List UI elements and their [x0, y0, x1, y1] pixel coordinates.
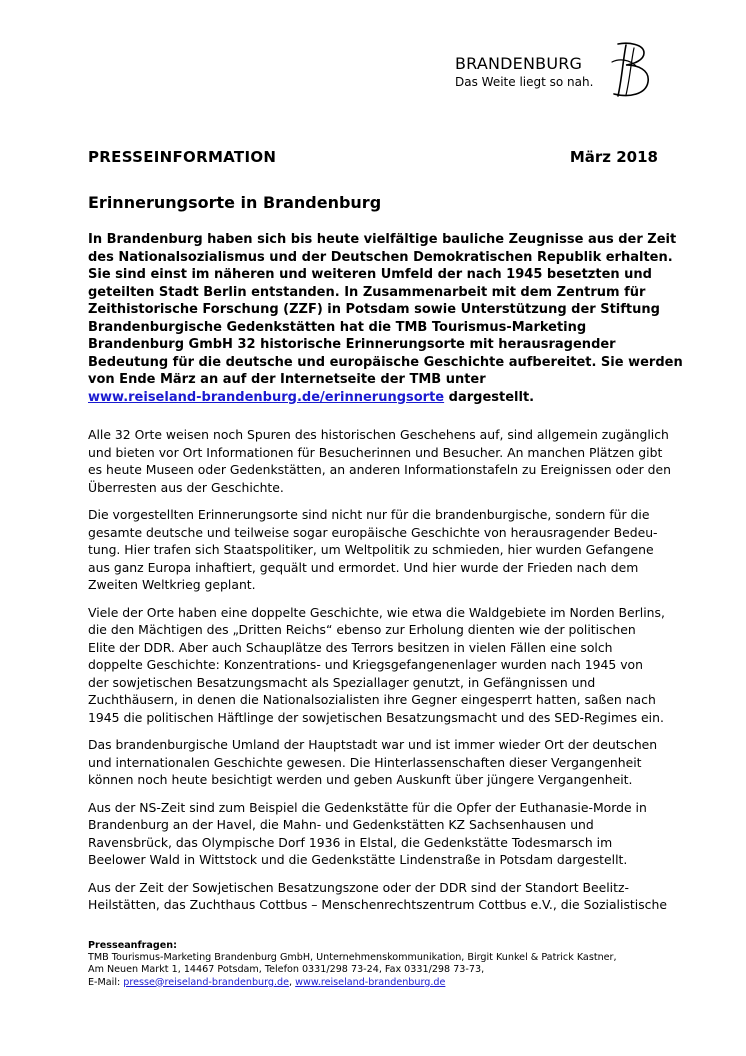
press-information-label: PRESSEINFORMATION: [88, 148, 277, 166]
website-link[interactable]: www.reiseland-brandenburg.de: [295, 976, 446, 988]
text-line: Heilstätten, das Zuchthaus Cottbus – Menschenrechtszentrum Cottbus e.V., die Sozialistische: [88, 897, 667, 912]
lead-line: Bedeutung für die deutsche und europäische Geschichte aufbereitet. Sie werden: [88, 354, 683, 370]
lead-line: In Brandenburg haben sich bis heute vielfältige bauliche Zeugnisse aus der Zeit: [88, 232, 677, 247]
lead-line: von Ende März an auf der Internetseite der TMB unter: [88, 372, 486, 387]
footer-label: Presseanfragen:: [88, 940, 177, 951]
text-line: Die vorgestellten Erinnerungsorte sind nicht nur für die brandenburgische, sondern für die: [88, 507, 650, 522]
text-line: Elite der DDR. Aber auch Schauplätze des Terrors besitzen in vielen Fällen eine solch: [88, 639, 613, 655]
text-line: tung. Hier trafen sich Staatspolitiker, um Weltpolitik zu schmieden, hier wurden Gefangene: [88, 542, 654, 557]
footer-address-line: Am Neuen Markt 1, 14467 Potsdam, Telefon 0331/298 73-24, Fax 0331/298 73-73,: [88, 964, 485, 976]
logo-tagline: Das Weite liegt so nah.: [455, 75, 594, 89]
text-line: Viele der Orte haben eine doppelte Geschichte, wie etwa die Waldgebiete im Norden Berlins,: [88, 604, 665, 620]
page-title: Erinnerungsorte in Brandenburg: [88, 193, 382, 212]
footer-separator: ,: [289, 976, 296, 988]
lead-line: Sie sind einst im näheren und weiteren Umfeld der nach 1945 besetzten und: [88, 267, 652, 282]
footer-company-line: TMB Tourismus-Marketing Brandenburg GmbH, Unternehmenskommunikation, Birgit Kunkel & Patrick Kastner,: [88, 952, 617, 964]
brandenburg-logo: [455, 40, 665, 105]
lead-paragraph: [88, 231, 683, 406]
text-line: Alle 32 Orte weisen noch Spuren des historischen Geschehens auf, sind allgemein zugänglich: [88, 427, 669, 442]
body-text: [88, 426, 678, 924]
text-line: und bieten vor Ort Informationen für Besucherinnen und Besucher. An manchen Plätzen gibt: [88, 444, 663, 460]
lead-line: des Nationalsozialismus und der Deutschen Demokratischen Republik erhalten.: [88, 249, 673, 265]
text-line: und internationalen Geschichte gewesen. Die Hinterlassenschaften dieser Vergangenheit: [88, 754, 642, 770]
brandenburg-b-logo-icon: [608, 40, 654, 100]
text-line: der sowjetischen Besatzungsmacht als Speziallager genutzt, in Gefängnissen und: [88, 674, 596, 690]
text-line: 1945 die politischen Häftlinge der sowjetischen Besatzungsmacht und des SED-Regimes ein.: [88, 709, 664, 725]
lead-line: geteilten Stadt Berlin entstanden. In Zusammenarbeit mit dem Zentrum für: [88, 284, 646, 300]
text-line: Beelower Wald in Wittstock und die Gedenkstätte Lindenstraße in Potsdam dargestellt.: [88, 852, 628, 867]
erinnerungsorte-link[interactable]: www.reiseland-brandenburg.de/erinnerungsorte: [88, 389, 445, 405]
text-line: Ravensbrück, das Olympische Dorf 1936 in Elstal, die Gedenkstätte Todesmarsch im: [88, 834, 613, 850]
paragraph: [88, 426, 678, 496]
text-line: die den Mächtigen des „Dritten Reichs“ ebenso zur Erholung dienten wie der politischen: [88, 622, 636, 637]
lead-line: Brandenburgische Gedenkstätten hat die TMB Tourismus-Marketing: [88, 319, 587, 335]
text-line: es heute Museen oder Gedenkstätten, an anderen Informationstafeln zu Ereignissen oder den: [88, 462, 671, 477]
paragraph: [88, 506, 678, 594]
text-line: können noch heute besichtigt werden und geben Auskunft über jüngere Vergangenheit.: [88, 772, 633, 787]
lead-line-ending: dargestellt.: [444, 389, 535, 405]
text-line: Das brandenburgische Umland der Hauptstadt war und ist immer wieder Ort der deutschen: [88, 737, 658, 752]
paragraph: [88, 879, 678, 914]
text-line: Aus der Zeit der Sowjetischen Besatzungszone oder der DDR sind der Standort Beelitz-: [88, 879, 629, 895]
email-link[interactable]: presse@reiseland-brandenburg.de: [123, 976, 290, 988]
paragraph: [88, 604, 678, 727]
logo-name: BRANDENBURG: [455, 54, 583, 73]
paragraph: [88, 799, 678, 869]
text-line: Überresten aus der Geschichte.: [88, 479, 284, 495]
footer-contact-line: [88, 977, 688, 989]
paragraph: [88, 736, 678, 789]
lead-line: Brandenburg GmbH 32 historische Erinnerungsorte mit herausragender: [88, 337, 616, 352]
text-line: doppelte Geschichte: Konzentrations- und Kriegsgefangenenlager wurden nach 1945 von: [88, 657, 643, 672]
press-date: März 2018: [569, 148, 658, 166]
lead-line: [88, 389, 668, 407]
lead-line: Zeithistorische Forschung (ZZF) in Potsdam sowie Unterstützung der Stiftung: [88, 302, 660, 317]
text-line: aus ganz Europa inhaftiert, gequält und ermordet. Und hier wurde der Frieden nach dem: [88, 559, 639, 575]
text-line: Aus der NS-Zeit sind zum Beispiel die Gedenkstätte für die Opfer der Euthanasie-Morde in: [88, 799, 647, 815]
text-line: Brandenburg an der Havel, die Mahn- und Gedenkstätten KZ Sachsenhausen und: [88, 817, 594, 832]
text-line: Zweiten Weltkrieg geplant.: [88, 577, 256, 592]
email-label: E-Mail:: [88, 976, 124, 988]
press-contact-footer: [88, 940, 688, 989]
text-line: gesamte deutsche und teilweise sogar europäische Geschichte von herausragender Bedeu-: [88, 524, 658, 540]
text-line: Zuchthäusern, in denen die Nationalsozialisten ihre Gegner eingesperrt hatten, saßen nach: [88, 692, 656, 707]
